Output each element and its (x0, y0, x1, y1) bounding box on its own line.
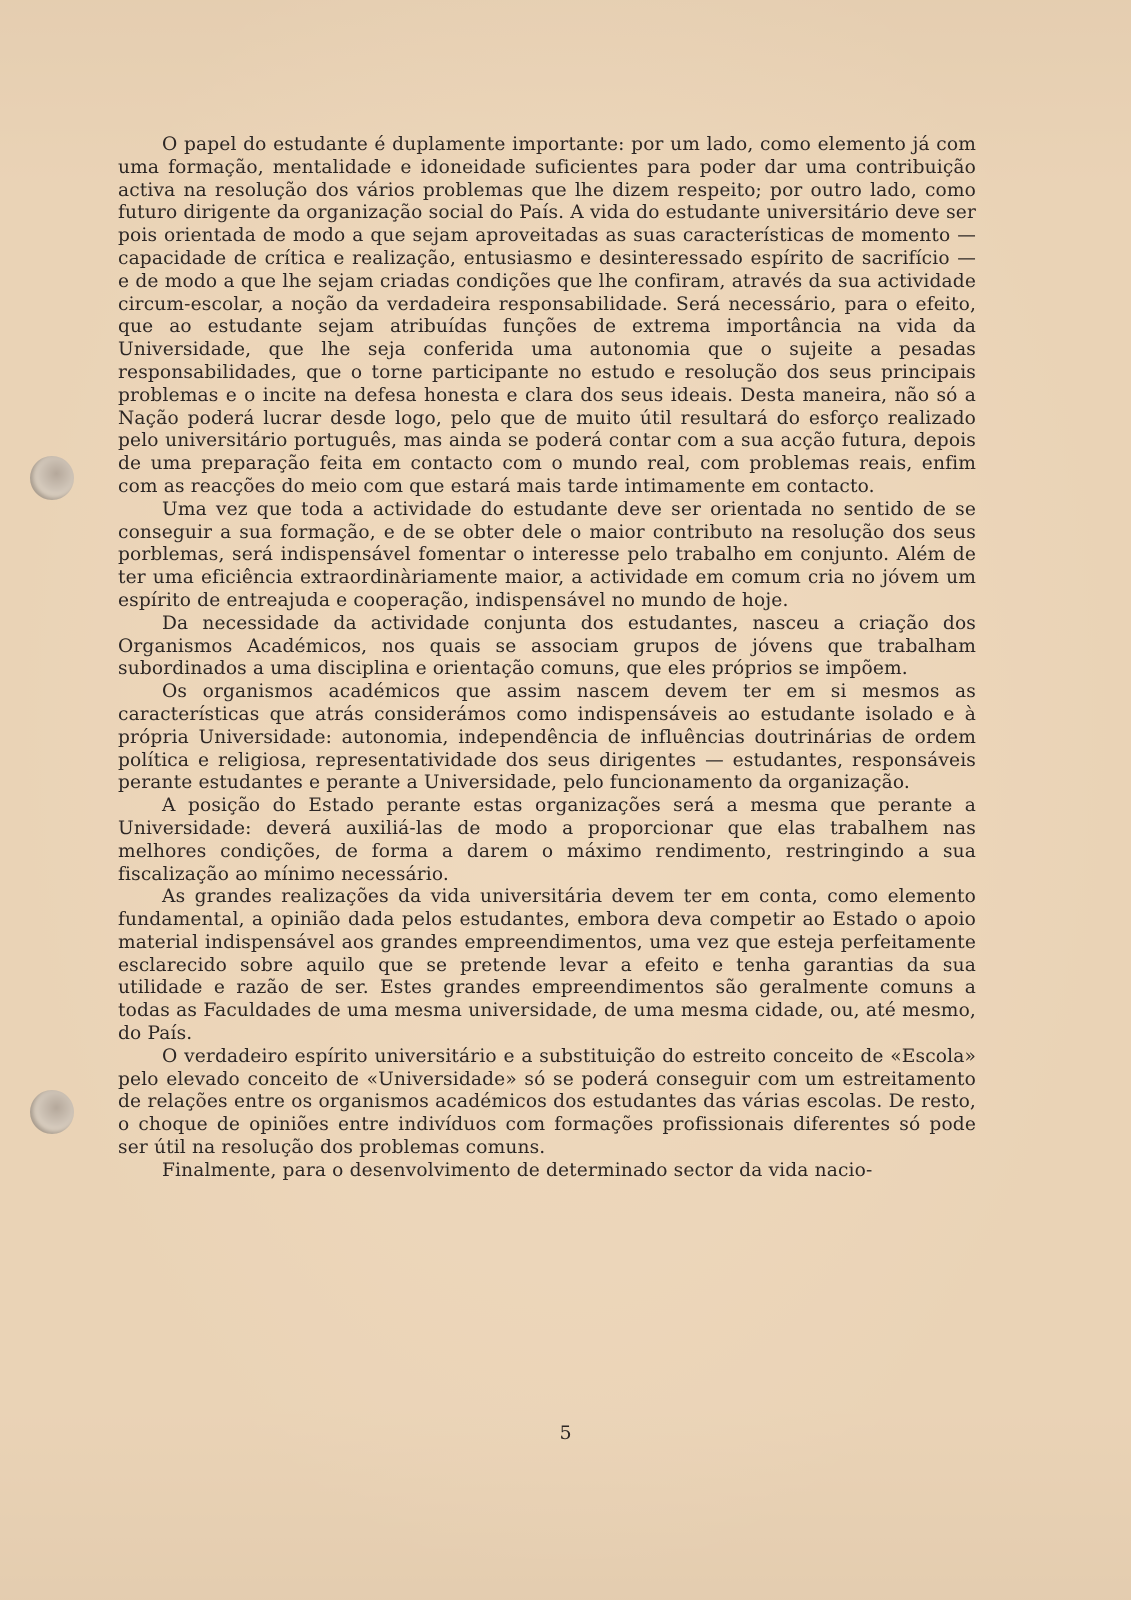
paragraph-4: Os organismos académicos que assim nascem devem ter em si mesmos as características que atrás considerámos como indispensáveis ao estudante isolado e à própria Universidade: autonomia, independência de influências doutrinárias de ordem política e religiosa, representatividade dos seus dirigentes — estudantes, responsáveis perante estudantes e perante a Universidade, pelo funcionamento da organização. (118, 681, 976, 794)
body-text (118, 134, 976, 1183)
punch-hole (30, 456, 74, 500)
punch-hole (30, 1090, 74, 1134)
paragraph-2: Uma vez que toda a actividade do estudante deve ser orientada no sentido de se conseguir a sua formação, e de se obter dele o maior contributo na resolução dos seus porblemas, será indispensável fomentar o interesse pelo trabalho em conjunto. Além de ter uma eficiência extraordinàriamente maior, a actividade em comum cria no jóvem um espírito de entreajuda e cooperação, indispensável no mundo de hoje. (118, 498, 976, 611)
paragraph-7: O verdadeiro espírito universitário e a substituição do estreito conceito de «Escola» pelo elevado conceito de «Universidade» só se poderá conseguir com um estreitamento de relações entre os organismos académicos dos estudantes das várias escolas. De resto, o choque de opiniões entre indivíduos com formações profissionais diferentes só pode ser útil na resolução dos problemas comuns. (118, 1045, 976, 1159)
page-number: 5 (559, 1422, 572, 1444)
paragraph-8: Finalmente, para o desenvolvimento de determinado sector da vida nacio- (162, 1159, 873, 1181)
paragraph-3: Da necessidade da actividade conjunta dos estudantes, nasceu a criação dos Organismos Académicos, nos quais se associam grupos de jóvens que trabalham subordinados a uma disciplina e orientação comuns, que eles próprios se impõem. (118, 612, 976, 680)
paragraph-6: As grandes realizações da vida universitária devem ter em conta, como elemento fundamental, a opinião dada pelos estudantes, embora deva competir ao Estado o apoio material indispensável aos grandes empreendimentos, uma vez que esteja perfeitamente esclarecido sobre aquilo que se pretende levar a efeito e tenha garantias da sua utilidade e razão de ser. Estes grandes empreendimentos são geralmente comuns a todas as Faculdades de uma mesma universidade, de uma mesma cidade, ou, até mesmo, do País. (118, 886, 976, 1045)
paragraph-5: A posição do Estado perante estas organizações será a mesma que perante a Universidade: deverá auxiliá-las de modo a proporcionar que elas trabalhem nas melhores condições, de forma a darem o máximo rendimento, restringindo a sua fiscalização ao mínimo necessário. (118, 795, 976, 885)
paragraph-1: O papel do estudante é duplamente importante: por um lado, como elemento já com uma formação, mentalidade e idoneidade suficientes para poder dar uma contribuição activa na resolução dos vários problemas que lhe dizem respeito; por outro lado, como futuro dirigente da organização social do País. A vida do estudante universitário deve ser pois orientada de modo a que sejam aproveitadas as suas características de momento — capacidade de crítica e realização, entusiasmo e desinteressado espírito de sacrifício — e de modo a que lhe sejam criadas condições que lhe confiram, através da sua actividade circum-escolar, a noção da verdadeira responsabilidade. Será necessário, para o efeito, que ao estudante sejam atribuídas funções de extrema importância na vida da Universidade, que lhe seja conferida uma autonomia que o sujeite a pesadas responsabilidades, que o torne participante no estudo e resolução dos seus principais problemas e o incite na defesa honesta e clara dos seus ideais. Desta maneira, não só a Nação poderá lucrar desde logo, pelo que de muito útil resultará do esforço realizado pelo universitário português, mas ainda se poderá contar com a sua acção futura, depois de uma preparação feita em contacto com o mundo real, com problemas reais, enfim com as reacções do meio com que estará mais tarde intimamente em contacto. (118, 134, 976, 497)
